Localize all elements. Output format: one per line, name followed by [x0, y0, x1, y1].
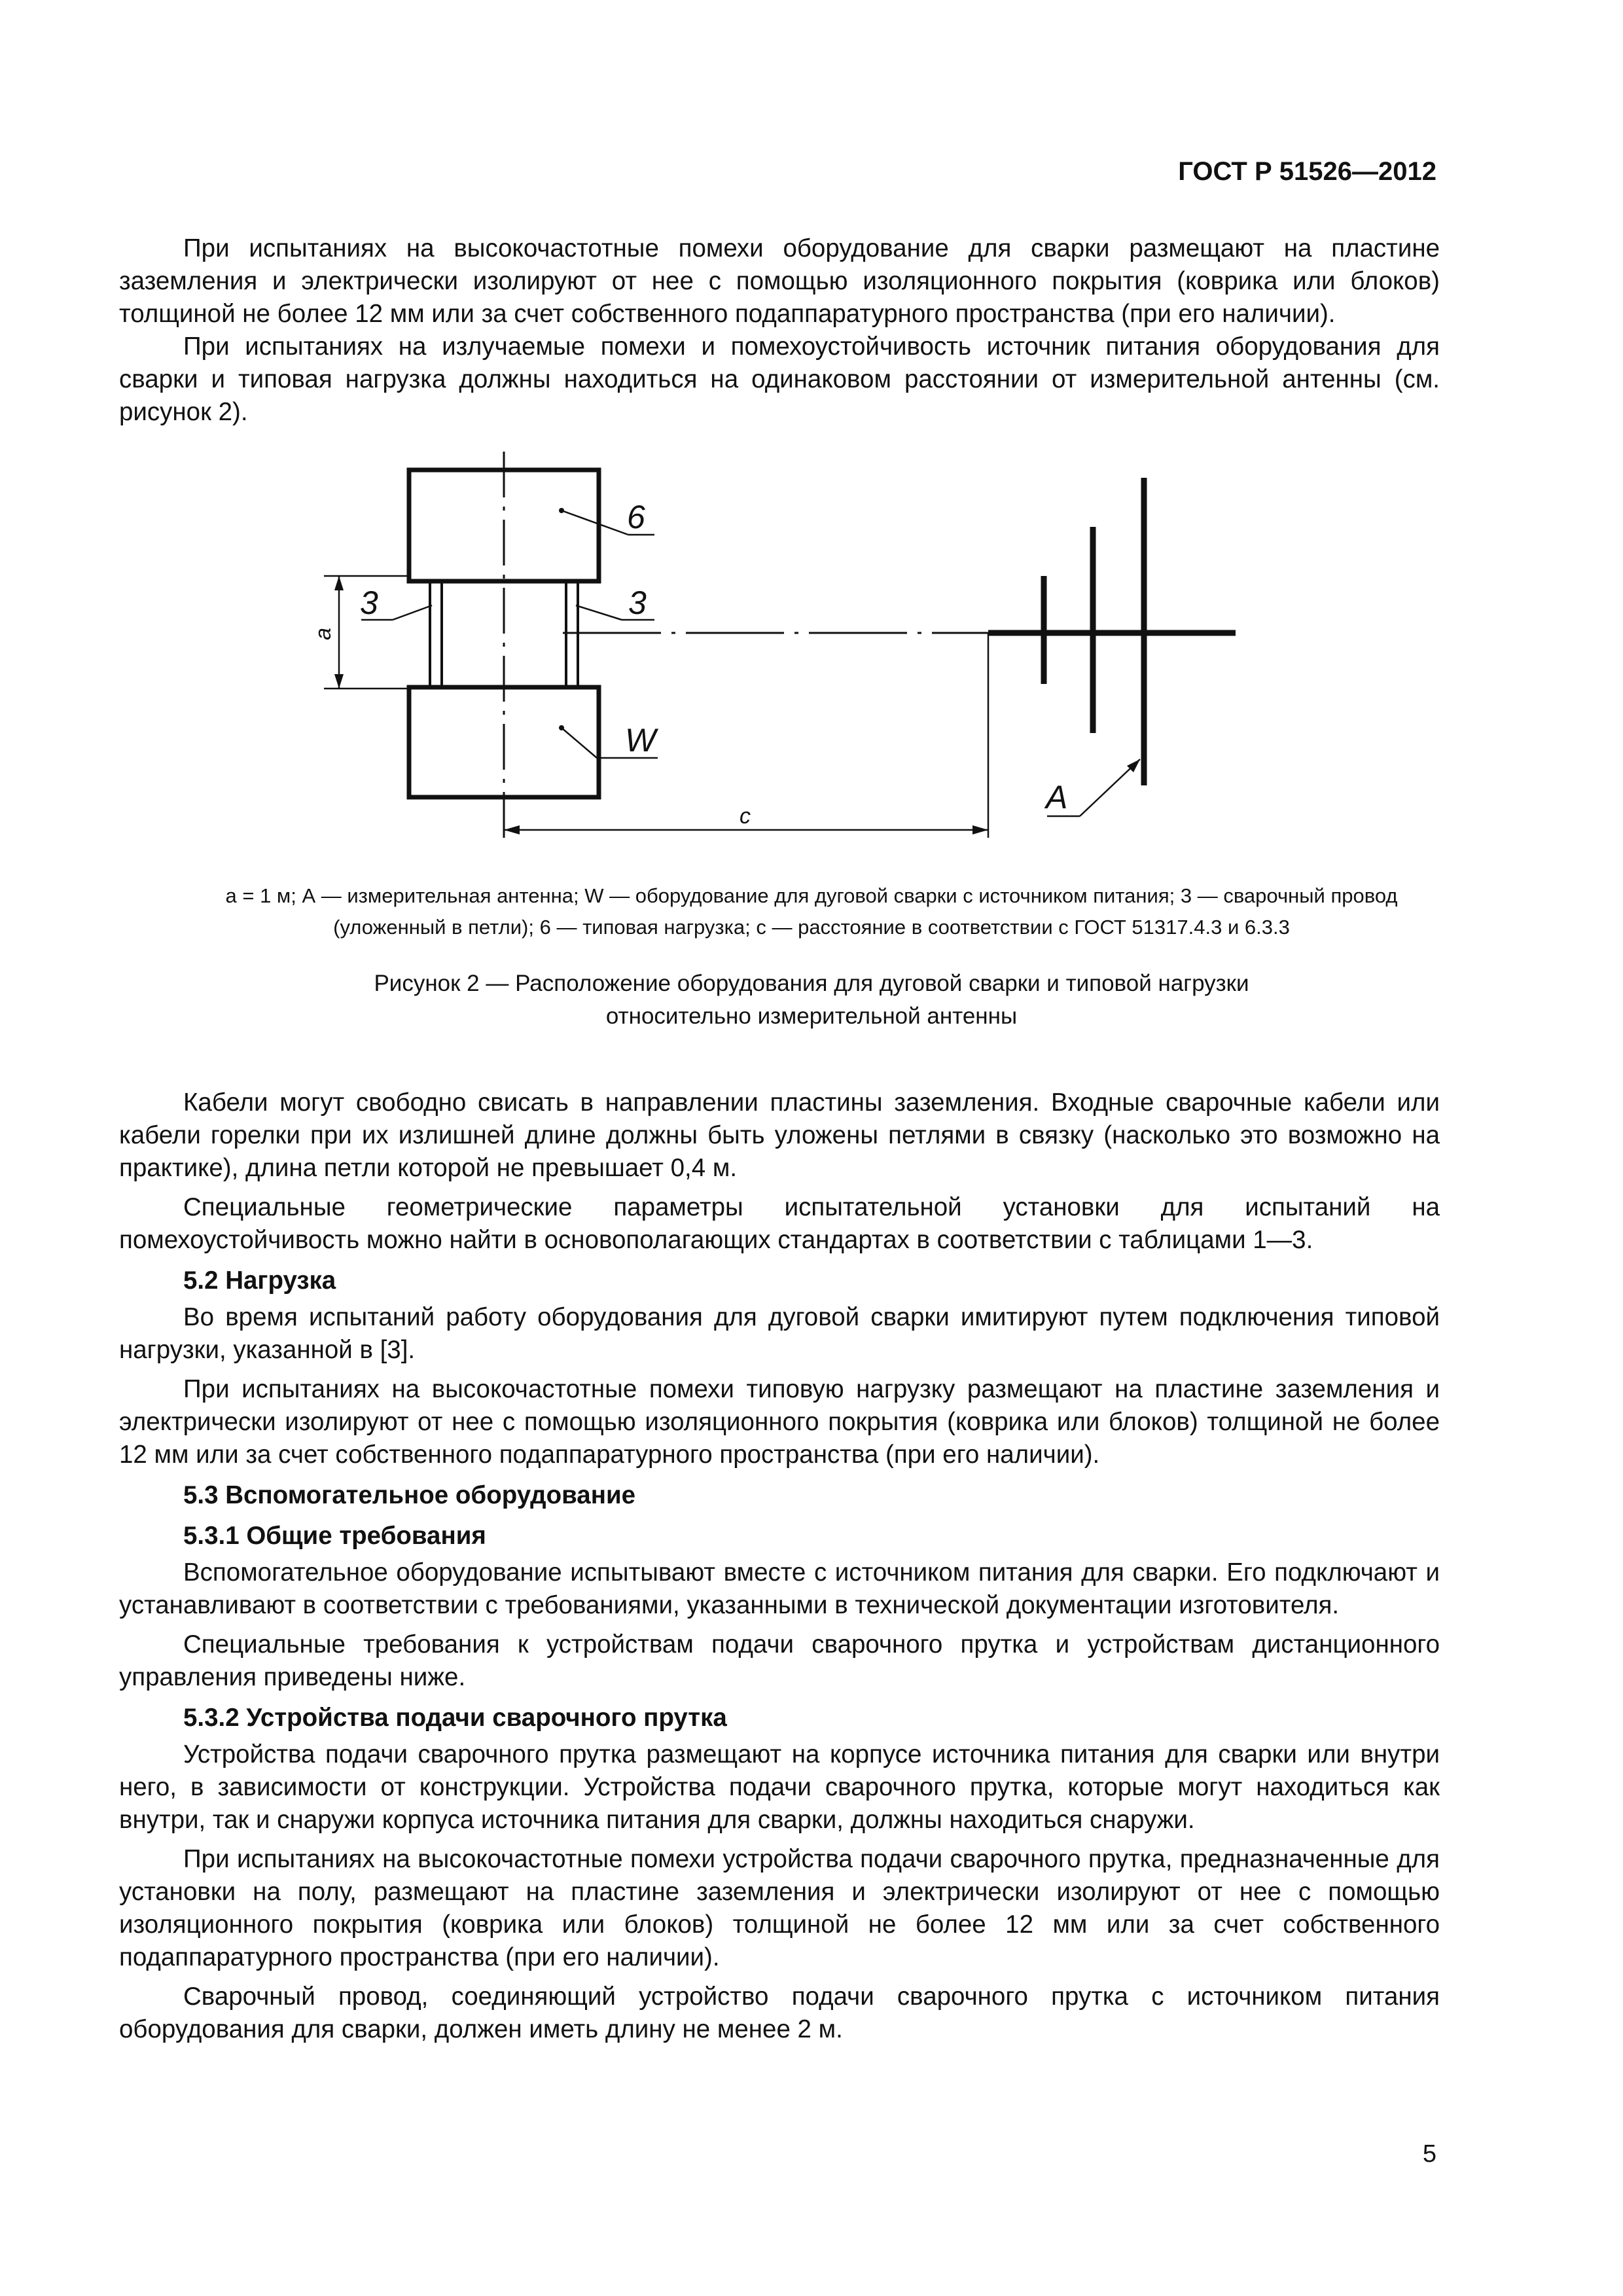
document-header: ГОСТ Р 51526—2012 [1178, 157, 1436, 186]
paragraph: Сварочный провод, соединяющий устройство подачи сварочного прутка с источником питания оборудования для сварки, должен иметь длину не менее 2 м. [119, 1982, 1440, 2043]
legend-line: а = 1 м; А — измерительная антенна; W — оборудование для дуговой сварки с источником питания; 3 — сварочный провод [225, 884, 1398, 907]
label-3-left: 3 [360, 584, 378, 621]
label-6: 6 [627, 499, 645, 535]
legend-line: (уложенный в петли); 6 — типовая нагрузка; с — расстояние в соответствии с ГОСТ 51317.4.3 и 6.3.3 [333, 916, 1290, 939]
caption-line: относительно измерительной антенны [605, 1003, 1018, 1029]
section-5-2-title: 5.2 Нагрузка [183, 1266, 336, 1295]
label-a: a [311, 628, 336, 640]
section-5-3-1-title: 5.3.1 Общие требования [183, 1522, 486, 1550]
paragraph: Специальные геометрические параметры испытательной установки для испытаний на помехоустойчивость можно найти в основополагающих стандартах в соответствии с таблицами 1—3. [119, 1193, 1440, 1254]
paragraph: При испытаниях на высокочастотные помехи устройства подачи сварочного прутка, предназначенные для установки на полу, размещают на пластине заземления и электрически изолируют от нее с помощью изоляционного покрытия (коврика или блоков) толщиной не более 12 мм или за счет собственного подаппаратурного пространства (при его наличии). [119, 1845, 1440, 1971]
caption-line: Рисунок 2 — Расположение оборудования для дуговой сварки и типовой нагрузки [374, 971, 1249, 996]
figure-caption [131, 967, 1492, 1033]
label-3-right: 3 [628, 584, 647, 621]
label-c: c [740, 804, 751, 829]
paragraph: Во время испытаний работу оборудования для дуговой сварки имитируют путем подключения типовой нагрузки, указанной в [3]. [119, 1303, 1440, 1364]
intro-text [119, 232, 1440, 429]
page-number: 5 [1422, 2140, 1436, 2168]
label-w: W [625, 722, 656, 759]
paragraph: Устройства подачи сварочного прутка размещают на корпусе источника питания для сварки или внутри него, в зависимости от конструкции. Устройства подачи сварочного прутка, которые могут находиться как внутри, так и снаружи корпуса источника питания для сварки, должны находиться снаружи. [119, 1740, 1440, 1834]
section-5-3-2-title: 5.3.2 Устройства подачи сварочного прутка [183, 1704, 727, 1732]
figure-legend [131, 880, 1492, 943]
paragraph: При испытаниях на высокочастотные помехи типовую нагрузку размещают на пластине заземления и электрически изолируют от нее с помощью изоляционного покрытия (коврика или блоков) толщиной не более 12 мм или за счет собственного подаппаратурного пространства (при его наличии). [119, 1375, 1440, 1469]
paragraph: При испытаниях на высокочастотные помехи оборудование для сварки размещают на пластине заземления и электрически изолируют от нее с помощью изоляционного покрытия (коврика или блоков) толщиной не более 12 мм или за счет собственного подаппаратурного пространства (при его наличии). [119, 234, 1440, 328]
paragraph: Кабели могут свободно свисать в направлении пластины заземления. Входные сварочные кабели или кабели горелки при их излишней длине должны быть уложены петлями в связку (насколько это возможно на практике), длина петли которой не превышает 0,4 м. [119, 1088, 1440, 1182]
figure-2-diagram [0, 445, 1623, 864]
main-text [119, 1086, 1440, 2046]
paragraph: Вспомогательное оборудование испытывают вместе с источником питания для сварки. Его подключают и устанавливают в соответствии с требованиями, указанными в технической документации изготовителя. [119, 1558, 1440, 1619]
paragraph: При испытаниях на излучаемые помехи и помехоустойчивость источник питания оборудования для сварки и типовая нагрузка должны находиться на одинаковом расстоянии от измерительной антенны (см. рисунок 2). [119, 332, 1440, 426]
section-5-3-title: 5.3 Вспомогательное оборудование [183, 1481, 636, 1509]
label-a-antenna: A [1046, 779, 1068, 816]
paragraph: Специальные требования к устройствам подачи сварочного прутка и устройствам дистанционного управления приведены ниже. [119, 1630, 1440, 1691]
